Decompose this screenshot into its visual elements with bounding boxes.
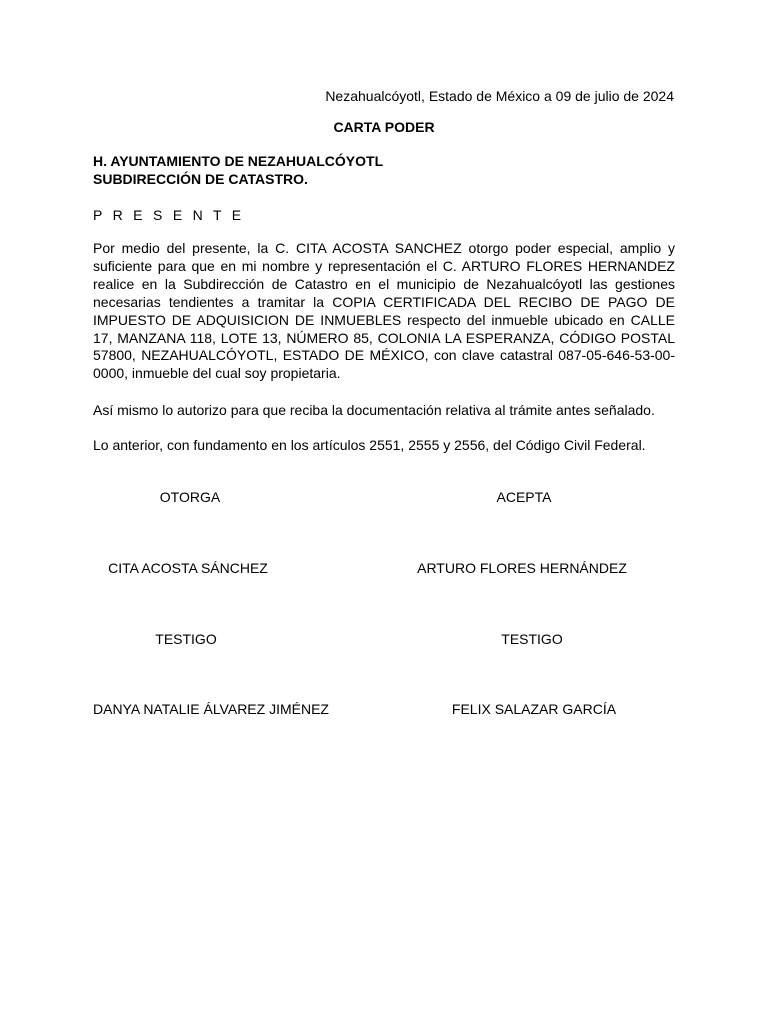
recipient-line-2: SUBDIRECCIÓN DE CATASTRO. (93, 171, 308, 187)
grantor-name: CITA ACOSTA SÁNCHEZ (108, 560, 268, 576)
grantor-role-label: OTORGA (159, 489, 221, 505)
recipient-line-1: H. AYUNTAMIENTO DE NEZAHUALCÓYOTL (93, 153, 384, 169)
grantee-name: ARTURO FLORES HERNÁNDEZ (417, 560, 627, 576)
body-paragraph-1: Por medio del presente, la C. CITA ACOSTA SANCHEZ otorgo poder especial, amplio y suficiente para que en mi nombre y representación el C. ARTURO FLORES HERNANDEZ realice en la Subdirección de Catastro en el municipio de Nezahualcóyotl las gestiones necesarias tendientes a tramitar la COPIA CERTIFICADA DEL RECIBO DE PAGO DE IMPUESTO DE ADQUISICION DE INMUEBLES respecto del inmueble ubicado en CALLE 17, MANZANA 118, LOTE 13, NÚMERO 85, COLONIA LA ESPERANZA, CÓDIGO POSTAL 57800, NEZAHUALCÓYOTL, ESTADO DE MÉXICO, con clave catastral 087-05-646-53-00-0000, inmueble del cual soy propietaria. (93, 240, 675, 382)
witness-1-role-label: TESTIGO (155, 631, 217, 647)
witness-1-name: DANYA NATALIE ÁLVAREZ JIMÉNEZ (93, 701, 329, 717)
recipient-block (93, 152, 383, 188)
body-paragraph-3: Lo anterior, con fundamento en los artículos 2551, 2555 y 2556, del Código Civil Federal. (93, 437, 646, 453)
salutation: P R E S E N T E (93, 207, 245, 223)
witness-2-name: FELIX SALAZAR GARCÍA (451, 701, 617, 717)
grantee-role-label: ACEPTA (496, 489, 552, 505)
date-line: Nezahualcóyotl, Estado de México a 09 de julio de 2024 (325, 88, 674, 104)
body-paragraph-2: Así mismo lo autorizo para que reciba la documentación relativa al trámite antes señalado. (93, 402, 655, 418)
document-title: CARTA PODER (333, 119, 435, 135)
witness-2-role-label: TESTIGO (501, 631, 563, 647)
